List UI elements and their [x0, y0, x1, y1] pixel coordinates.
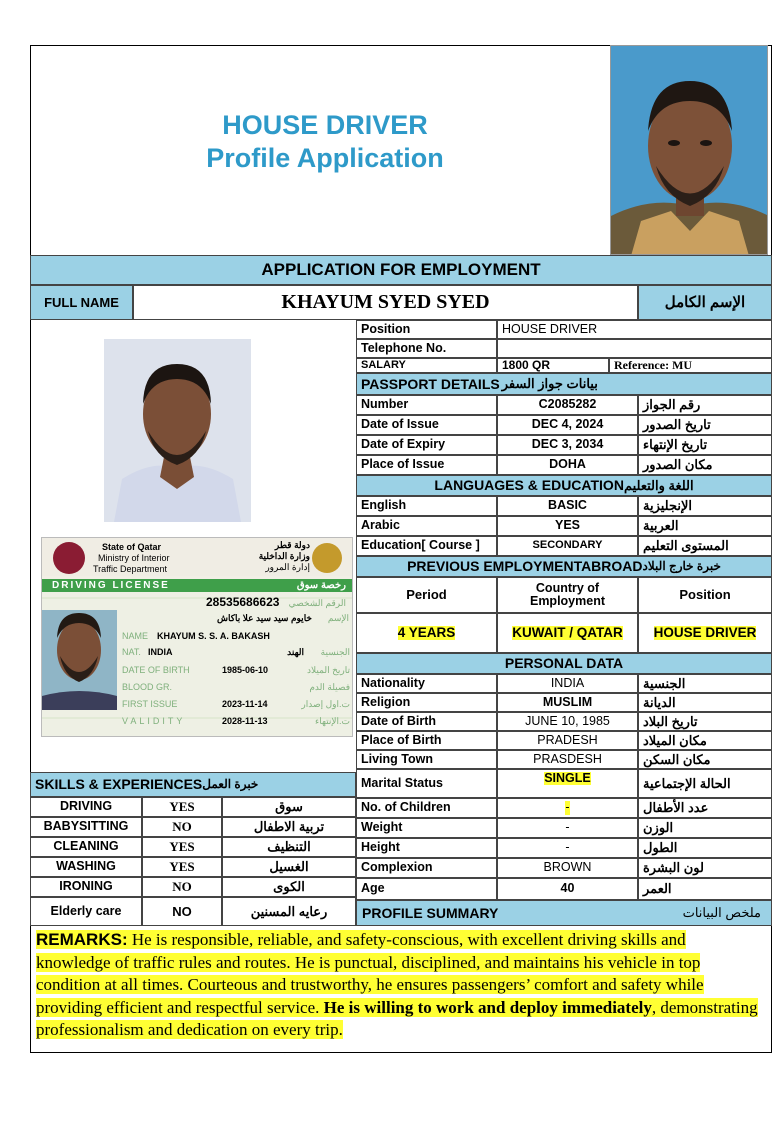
- license-name-ar-label: الإسم: [327, 613, 349, 623]
- religion-label: Religion: [356, 693, 497, 712]
- living-town-label: Living Town: [356, 750, 497, 769]
- previous-employment-heading-ar: خبرة خارج البلاد: [642, 559, 721, 574]
- previous-employment-heading-en: PREVIOUS EMPLOYMENTABROAD: [407, 558, 643, 575]
- license-name-label: NAME: [122, 631, 149, 641]
- education-label: Education[ Course ]: [356, 536, 497, 556]
- passport-place-ar: مكان الصدور: [638, 455, 772, 475]
- passport-issue-value: DEC 4, 2024: [497, 415, 638, 435]
- english-label: English: [356, 496, 497, 516]
- driving-license-image: [41, 537, 353, 737]
- skill-elderly-care-label: Elderly care: [30, 897, 142, 926]
- applicant-portrait-photo: [610, 45, 768, 255]
- skill-babysitting-label: BABYSITTING: [30, 817, 142, 837]
- date-of-birth-value: JUNE 10, 1985: [525, 713, 610, 728]
- weight-ar: الوزن: [638, 818, 772, 838]
- telephone-value: [497, 339, 772, 358]
- passport-heading-en: PASSPORT DETAILS: [361, 375, 500, 392]
- position-value: HOUSE DRIVER: [497, 320, 772, 339]
- skills-heading-en: SKILLS & EXPERIENCES: [35, 776, 203, 793]
- skill-driving-value: YES: [142, 797, 222, 817]
- place-of-birth-value: PRADESH: [537, 732, 598, 747]
- date-of-birth-ar: تاريخ البلاد: [638, 712, 772, 731]
- weight-value-cell: [497, 818, 638, 838]
- license-blood-ar: فصيلة الدم: [309, 682, 350, 692]
- living-town-value-cell: [497, 750, 638, 769]
- profile-summary-label: PROFILE SUMMARY: [362, 904, 499, 921]
- passport-issue-ar: تاريخ الصدور: [638, 415, 772, 435]
- age-label: Age: [356, 878, 497, 900]
- passport-number-ar: رقم الجواز: [638, 395, 772, 415]
- remarks-bold: He is willing to work and deploy immediately: [323, 997, 652, 1017]
- passport-place-value: DOHA: [497, 455, 638, 475]
- complexion-value: BROWN: [543, 860, 592, 875]
- place-of-birth-ar: مكان الميلاد: [638, 731, 772, 750]
- weight-label: Weight: [356, 818, 497, 838]
- telephone-label: Telephone No.: [356, 339, 497, 358]
- skill-cleaning-ar: التنظيف: [222, 837, 356, 857]
- marital-status-value-cell: [497, 769, 638, 798]
- previous-employment-heading: [356, 556, 772, 577]
- license-blood-label: BLOOD GR.: [122, 682, 173, 692]
- height-value-cell: [497, 838, 638, 858]
- marital-status-label: Marital Status: [356, 769, 497, 798]
- place-of-birth-label: Place of Birth: [356, 731, 497, 750]
- license-validity-ar: ت.الإنتهاء: [315, 716, 350, 726]
- license-nat-ar-label: الجنسية: [320, 647, 350, 657]
- age-value-cell: [497, 878, 638, 900]
- passport-place-label: Place of Issue: [356, 455, 497, 475]
- languages-heading-ar: اللغة والتعليم: [623, 477, 694, 493]
- employment-position-cell: [638, 613, 772, 653]
- license-validity: 2028-11-13: [222, 716, 268, 726]
- license-nat: INDIA: [148, 647, 173, 657]
- skill-babysitting-ar: تربية الاطفال: [222, 817, 356, 837]
- marital-status-value: SINGLE: [544, 771, 591, 785]
- license-ministry-en: Ministry of Interior: [98, 553, 170, 563]
- skill-elderly-care-ar: رعايه المسنين: [222, 897, 356, 926]
- license-title-ar: رخصة سوق: [296, 580, 346, 591]
- full-name-value: KHAYUM SYED SYED: [133, 285, 638, 320]
- no-of-children-label: No. of Children: [356, 798, 497, 818]
- living-town-value: PRASDESH: [533, 751, 602, 766]
- arabic-value: YES: [497, 516, 638, 536]
- height-ar: الطول: [638, 838, 772, 858]
- col-position-header: Position: [638, 577, 772, 613]
- arabic-ar: العربية: [638, 516, 772, 536]
- no-of-children-ar: عدد الأطفال: [638, 798, 772, 818]
- license-name: KHAYUM S. S. A. BAKASH: [157, 631, 270, 641]
- languages-heading-en: LANGUAGES & EDUCATION: [434, 477, 624, 494]
- license-name-ar: خايوم سيد سيد علا باكاش: [217, 613, 312, 623]
- skill-washing-value: YES: [142, 857, 222, 877]
- reference-value: Reference: MU: [609, 358, 772, 373]
- marital-status-ar: الحالة الإجتماعية: [638, 769, 772, 798]
- skill-driving-label: DRIVING: [30, 797, 142, 817]
- passport-heading-ar: بيانات جواز السفر: [501, 376, 598, 392]
- passport-expiry-ar: تاريخ الإنتهاء: [638, 435, 772, 455]
- height-label: Height: [356, 838, 497, 858]
- nationality-ar: الجنسية: [638, 674, 772, 693]
- english-value: BASIC: [497, 496, 638, 516]
- employment-period: 4 YEARS: [397, 624, 456, 640]
- skill-ironing-value: NO: [142, 877, 222, 897]
- arabic-label: Arabic: [356, 516, 497, 536]
- salary-value: 1800 QR: [497, 358, 609, 373]
- passport-number-label: Number: [356, 395, 497, 415]
- license-number: 28535686623: [206, 595, 280, 609]
- passport-expiry-value: DEC 3, 2034: [497, 435, 638, 455]
- license-state-ar: دولة قطر: [274, 540, 310, 550]
- employment-country-cell: [497, 613, 638, 653]
- date-of-birth-label: Date of Birth: [356, 712, 497, 731]
- height-value: -: [565, 840, 570, 855]
- page-subtitle: Profile Application: [206, 143, 444, 173]
- license-issue-label: FIRST ISSUE: [122, 699, 178, 709]
- remarks-text-1: He is responsible, reliable, and safety-conscious, with excellent driving skills and knowledge of traffic rules and routes. He is punctual, disciplined, and maintains his vehicle in top condition at all times. Courteous and trustworthy, he ensures passengers’ comfort and safety while providing efficient and respectful service.: [36, 930, 704, 1017]
- full-name-label: FULL NAME: [30, 285, 133, 320]
- license-issue-ar: ت.اول إصدار: [301, 699, 350, 709]
- license-validity-label: VALIDITY: [122, 716, 186, 726]
- skill-cleaning-label: CLEANING: [30, 837, 142, 857]
- page-title: HOUSE DRIVER: [222, 110, 428, 140]
- religion-value-cell: [497, 693, 638, 712]
- nationality-value-cell: [497, 674, 638, 693]
- license-dept-en: Traffic Department: [93, 564, 168, 574]
- profile-summary-label-ar: ملخص البيانات: [682, 905, 761, 921]
- application-banner: APPLICATION FOR EMPLOYMENT: [30, 255, 772, 285]
- skill-driving-ar: سوق: [222, 797, 356, 817]
- license-dept-ar: إدارة المرور: [265, 562, 310, 572]
- skill-ironing-label: IRONING: [30, 877, 142, 897]
- complexion-label: Complexion: [356, 858, 497, 878]
- english-ar: الإنجليزية: [638, 496, 772, 516]
- no-of-children-value-cell: [497, 798, 638, 818]
- employment-position: HOUSE DRIVER: [653, 624, 757, 640]
- education-ar: المستوى التعليم: [638, 536, 772, 556]
- age-value: 40: [560, 881, 575, 896]
- position-label: Position: [356, 320, 497, 339]
- license-state-en: State of Qatar: [102, 542, 162, 552]
- skill-cleaning-value: YES: [142, 837, 222, 857]
- passport-number-value: C2085282: [497, 395, 638, 415]
- full-name-label-ar: الإسم الكامل: [638, 285, 772, 320]
- weight-value: -: [565, 820, 570, 835]
- license-dob: 1985-06-10: [222, 665, 269, 675]
- skill-elderly-care-value: NO: [142, 897, 222, 926]
- license-nat-label: NAT.: [122, 647, 141, 657]
- skill-washing-ar: الغسيل: [222, 857, 356, 877]
- license-dob-ar: تاريخ الميلاد: [307, 665, 350, 675]
- remarks-paragraph: [36, 929, 764, 1042]
- religion-ar: الديانة: [638, 693, 772, 712]
- skills-heading: [30, 772, 356, 797]
- skill-washing-label: WASHING: [30, 857, 142, 877]
- applicant-photo: [104, 339, 251, 522]
- religion-value: MUSLIM: [542, 694, 593, 709]
- license-issue: 2023-11-14: [222, 699, 268, 709]
- col-period-header: Period: [356, 577, 497, 613]
- profile-summary-bar: [356, 900, 772, 926]
- license-number-ar: الرقم الشخصي: [288, 598, 346, 608]
- complexion-value-cell: [497, 858, 638, 878]
- license-title-en: DRIVING LICENSE: [52, 580, 170, 591]
- languages-heading: [356, 475, 772, 496]
- col-country-header: Country of Employment: [497, 577, 638, 613]
- no-of-children-value: -: [565, 800, 570, 815]
- passport-issue-label: Date of Issue: [356, 415, 497, 435]
- personal-data-heading: PERSONAL DATA: [356, 653, 772, 674]
- license-dob-label: DATE OF BIRTH: [122, 665, 190, 675]
- salary-label: SALARY: [356, 358, 497, 373]
- remarks-label: REMARKS:: [36, 930, 128, 949]
- skill-ironing-ar: الكوى: [222, 877, 356, 897]
- place-of-birth-value-cell: [497, 731, 638, 750]
- skills-heading-ar: خبرة العمل: [202, 777, 259, 792]
- nationality-value: INDIA: [550, 675, 585, 690]
- remarks-text-2: , demonstrating professionalism and dedication on every trip.: [36, 997, 758, 1039]
- education-value: SECONDARY: [497, 536, 638, 556]
- passport-expiry-label: Date of Expiry: [356, 435, 497, 455]
- employment-period-cell: [356, 613, 497, 653]
- complexion-ar: لون البشرة: [638, 858, 772, 878]
- date-of-birth-value-cell: [497, 712, 638, 731]
- license-ministry-ar: وزارة الداخلية: [258, 551, 310, 561]
- living-town-ar: مكان السكن: [638, 750, 772, 769]
- employment-country: KUWAIT / QATAR: [512, 624, 623, 640]
- nationality-label: Nationality: [356, 674, 497, 693]
- passport-heading: [356, 373, 772, 395]
- age-ar: العمر: [638, 878, 772, 900]
- skill-babysitting-value: NO: [142, 817, 222, 837]
- license-nat-ar: الهند: [287, 647, 304, 657]
